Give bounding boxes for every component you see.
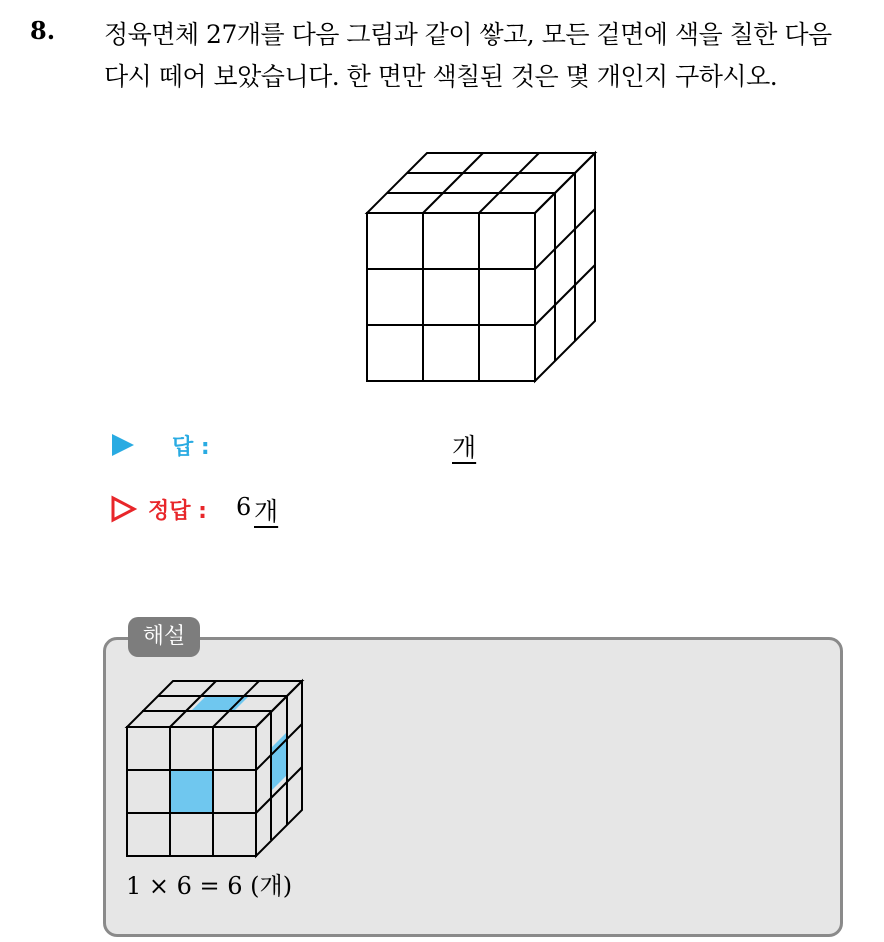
cube-figure bbox=[360, 146, 600, 390]
solution-cube-figure bbox=[124, 676, 306, 864]
answer-label: 답 : bbox=[172, 435, 210, 460]
correct-answer-row bbox=[110, 492, 610, 528]
solution-cube-illustration bbox=[124, 676, 306, 860]
question-line-2: 다시 떼어 보았습니다. 한 면만 색칠된 것은 몇 개인지 구하시오. bbox=[104, 62, 778, 91]
solution-formula: 1 × 6 = 6 (개) bbox=[126, 872, 293, 900]
question-number: 8. bbox=[30, 16, 56, 45]
outline-triangle-icon bbox=[110, 495, 138, 527]
answer-unit: 개 bbox=[452, 433, 477, 462]
correct-answer-unit: 개 bbox=[254, 497, 279, 526]
question-line-1: 정육면체 27개를 다음 그림과 같이 쌓고, 모든 겉면에 색을 칠한 다음 bbox=[104, 20, 832, 49]
filled-triangle-icon bbox=[110, 432, 136, 462]
solution-tag: 해설 bbox=[128, 617, 200, 657]
correct-answer-value: 6 bbox=[236, 493, 252, 521]
question-text bbox=[104, 14, 874, 98]
answer-row bbox=[110, 428, 610, 464]
cube-27-illustration bbox=[360, 146, 600, 386]
correct-answer-label: 정답 : bbox=[148, 499, 207, 524]
